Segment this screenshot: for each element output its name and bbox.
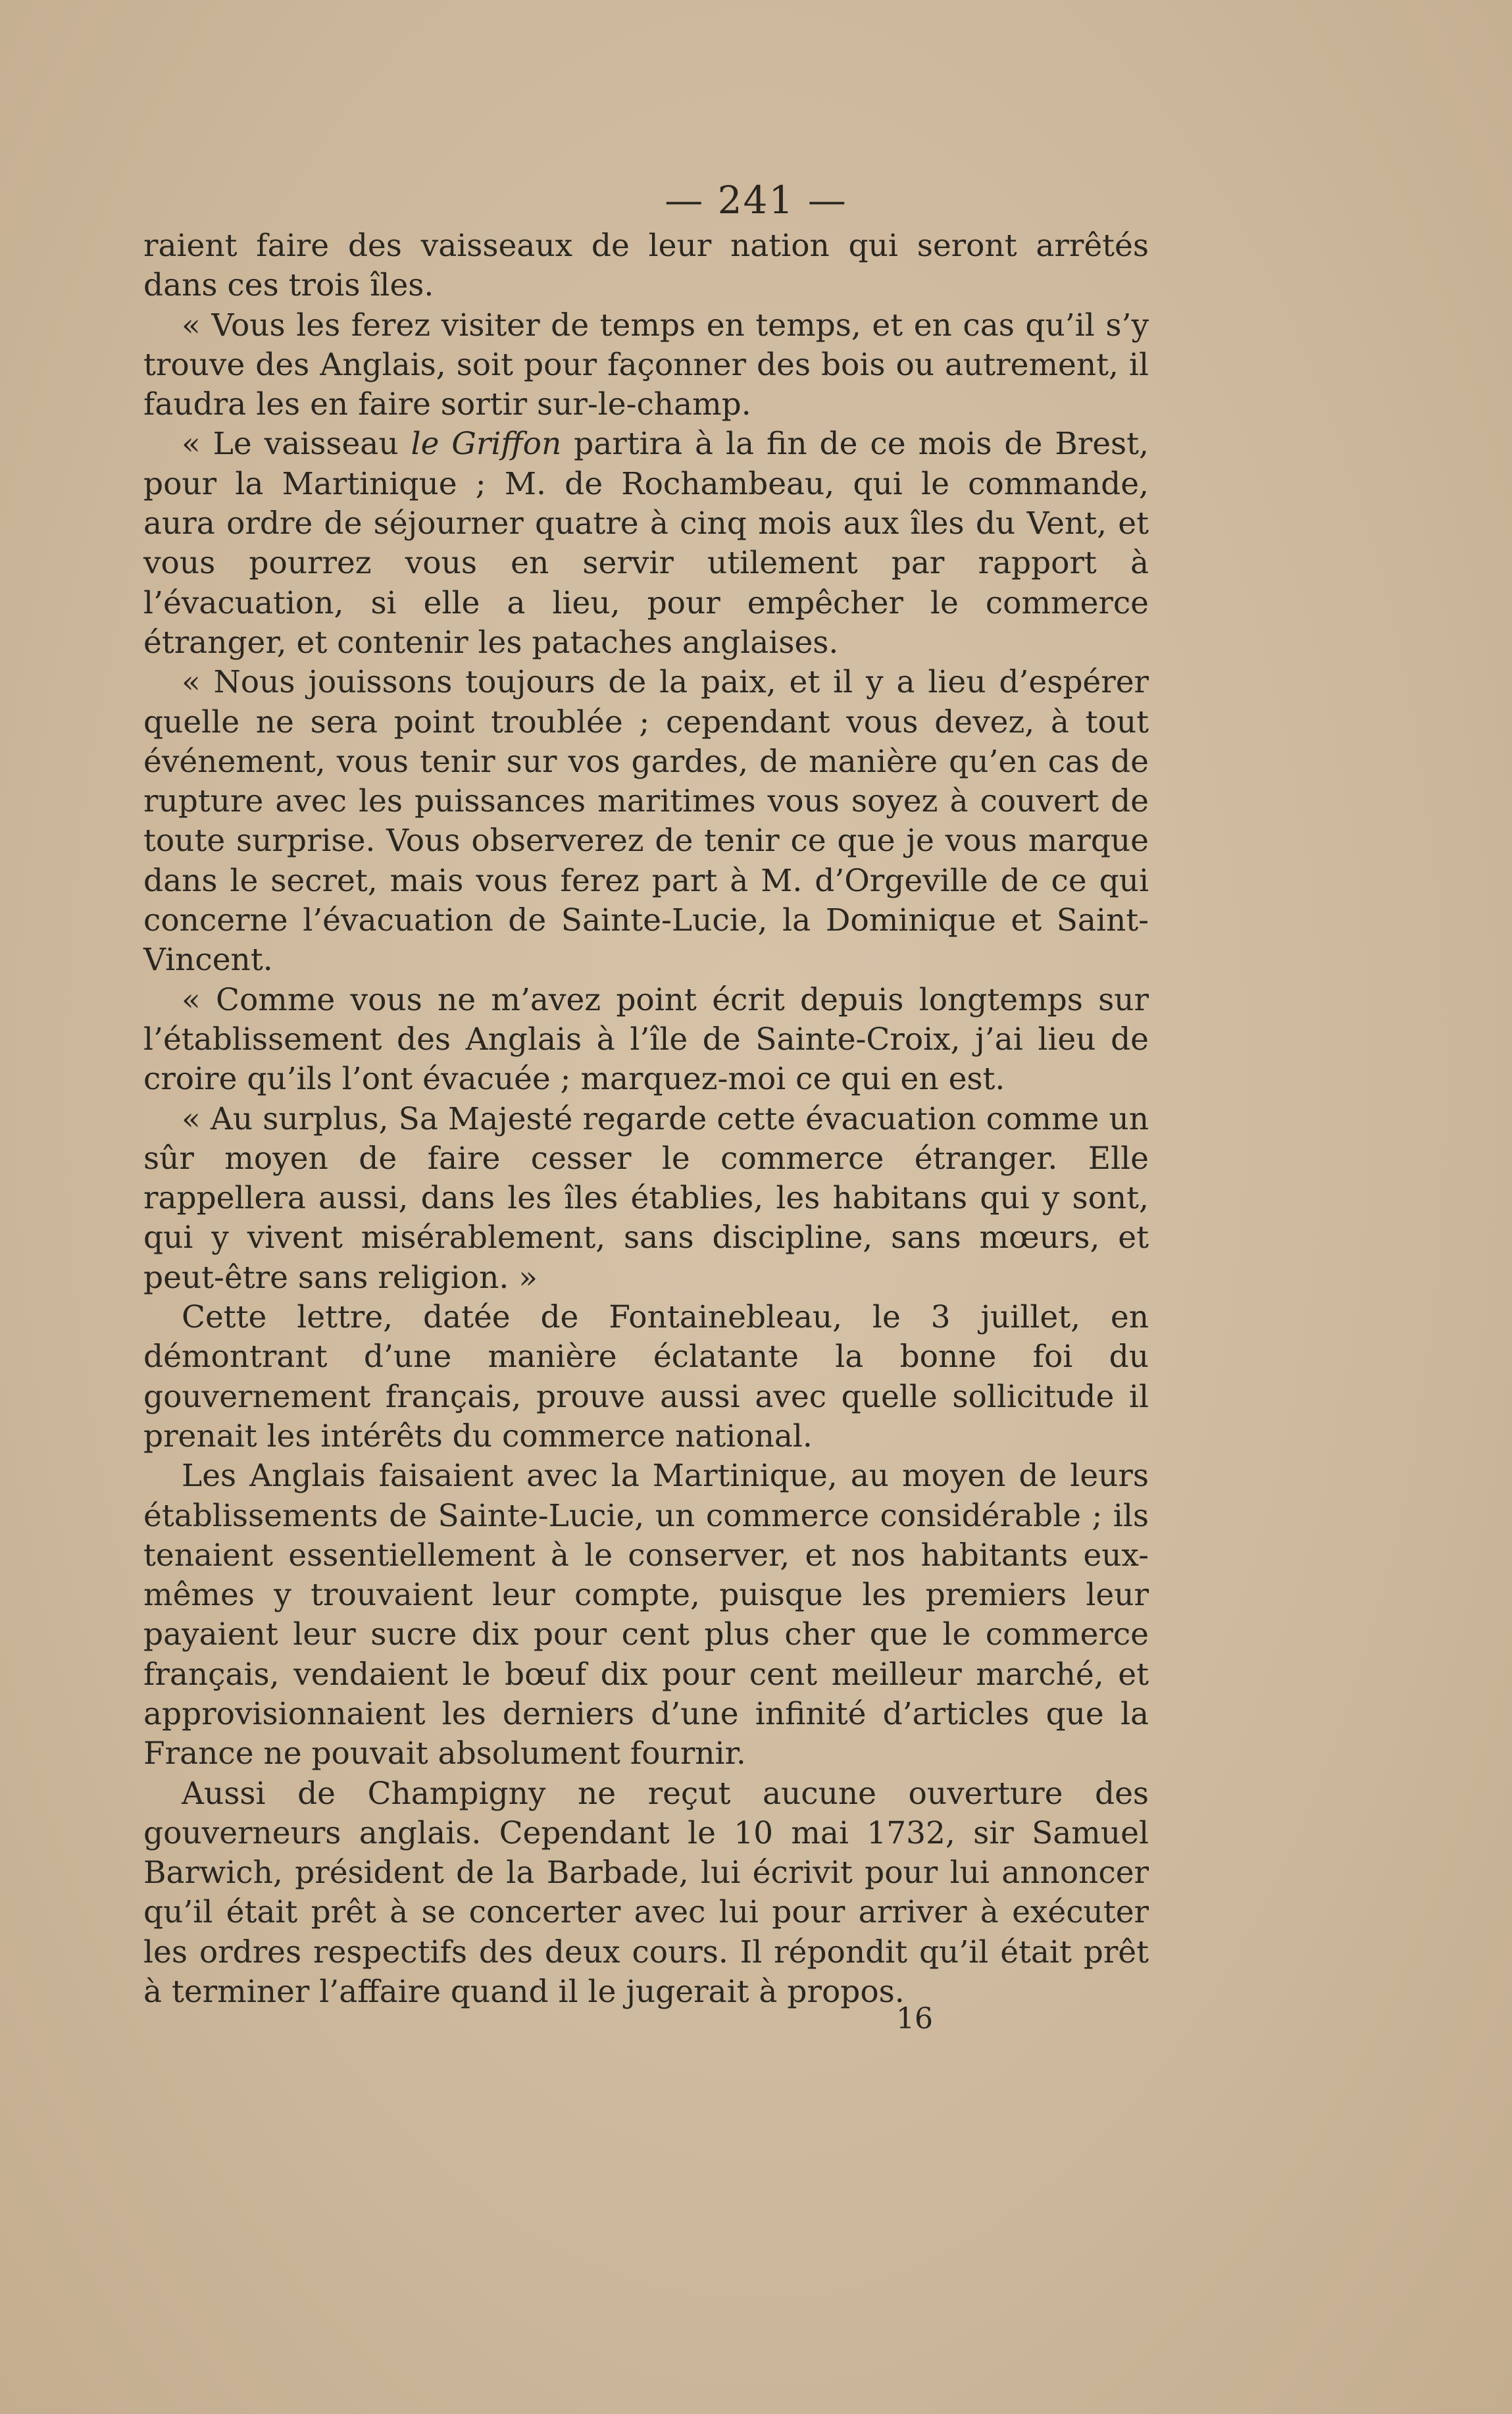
paragraph: « Au surplus, Sa Majesté regarde cette évacuation comme un sûr moyen de faire cesser le commerce étranger. Elle rappellera aussi, dans les îles établies, les habitans qui y sont, qui y vivent misérablement, sans discipline, sans mœurs, et peut-être sans religion. » — [143, 1100, 1149, 1296]
paragraph-text: partira à la fin de ce mois de Brest, pour la Martinique ; M. de Rochambeau, qui le commande, aura ordre de séjourner quatre à cinq mois aux îles du Vent, et vous pourrez vous en servir utilement par rapport à l’évacuation, si elle a lieu, pour empêcher le commerce étranger, et contenir les pataches anglaises. — [143, 426, 1149, 661]
paragraph: Les Anglais faisaient avec la Martinique, au moyen de leurs établissements de Sainte-Lucie, un commerce considérable ; ils tenaient essentiellement à le conserver, et nos habitants eux-mêmes y trouvaient leur compte, puisque les premiers leur payaient leur sucre dix pour cent plus cher que le commerce français, vendaient le bœuf dix pour cent meilleur marché, et approvisionnaient les derniers d’une infinité d’articles que la France ne pouvait absolument fournir. — [143, 1458, 1149, 1772]
page-number: — 241 — — [665, 178, 847, 222]
paragraph — [143, 424, 1149, 663]
paragraph: « Vous les ferez visiter de temps en temps, et en cas qu’il s’y trouve des Anglais, soit pour façonner des bois ou autrement, il faudra les en faire sortir sur-le-champ. — [143, 307, 1149, 423]
paragraph: « Comme vous ne m’avez point écrit depuis longtemps sur l’établissement des Anglais à l’île de Sainte-Croix, j’ai lieu de croire qu’ils l’ont évacuée ; marquez-moi ce qui en est. — [143, 981, 1149, 1098]
paragraph: Aussi de Champigny ne reçut aucune ouverture des gouverneurs anglais. Cependant le 10 mai 1732, sir Samuel Barwich, président de la Barbade, lui écrivit pour lui annoncer qu’il était prêt à se concerter avec lui pour arriver à exécuter les ordres respectifs des deux cours. Il répondit qu’il était prêt à terminer l’affaire quand il le jugerait à propos. — [143, 1775, 1149, 2011]
signature-mark: 16 — [896, 2002, 933, 2036]
paragraph: raient faire des vaisseaux de leur nation qui seront arrêtés dans ces trois îles. — [143, 228, 1149, 304]
body-text — [143, 226, 1149, 2012]
paragraph: « Nous jouissons toujours de la paix, et il y a lieu d’espérer quelle ne sera point troublée ; cependant vous devez, à tout événement, vous tenir sur vos gardes, de manière qu’en cas de rupture avec les puissances maritimes vous soyez à couvert de toute surprise. Vous observerez de tenir ce que je vous marque dans le secret, mais vous ferez part à M. d’Orgeville de ce qui concerne l’évacuation de Sainte-Lucie, la Dominique et Saint-Vincent. — [143, 664, 1149, 979]
ship-name: le Griffon — [411, 426, 562, 463]
paragraph-text: « Le vaisseau — [182, 426, 411, 463]
paragraph: Cette lettre, datée de Fontainebleau, le 3 juillet, en démontrant d’une manière éclatante la bonne foi du gouvernement français, prouve aussi avec quelle sollicitude il prenait les intérêts du commerce national. — [143, 1299, 1149, 1454]
